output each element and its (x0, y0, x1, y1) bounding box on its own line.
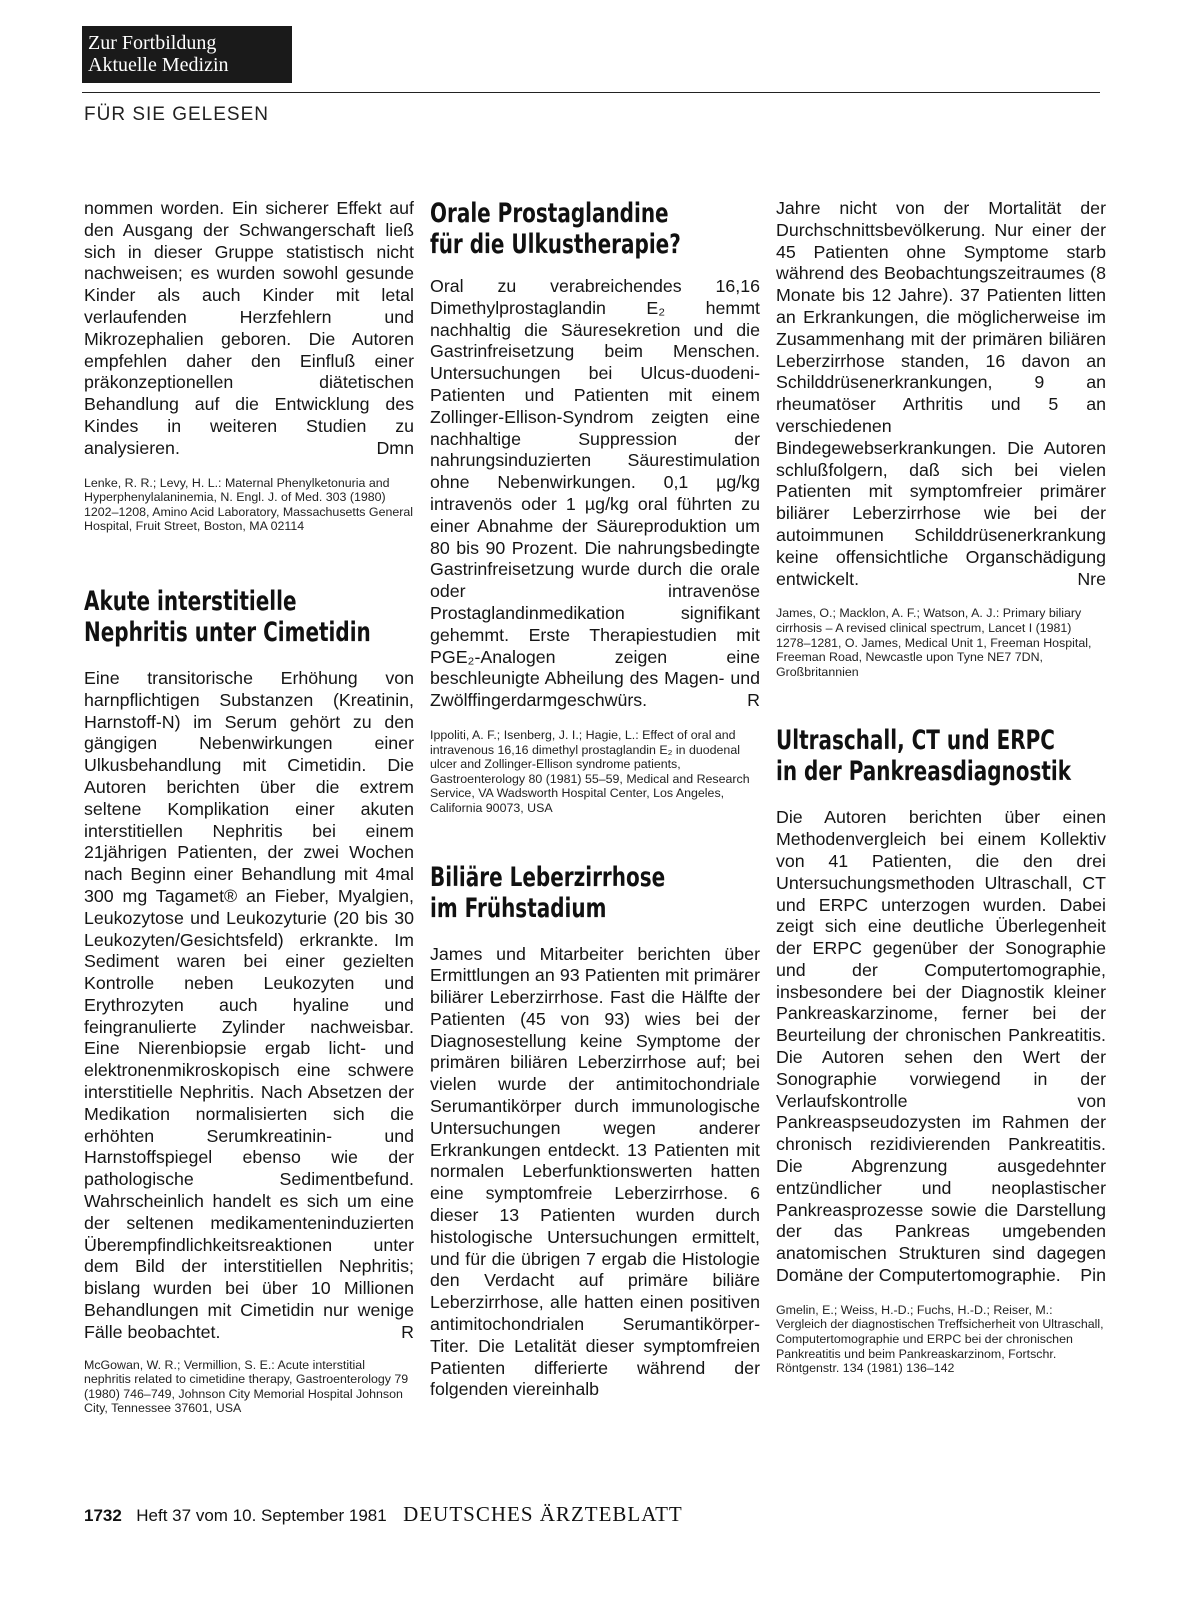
headline-prostaglandine (430, 198, 760, 264)
section-label-line2: Aktuelle Medizin (88, 54, 229, 76)
prostaglandine-text-block (430, 276, 760, 712)
headline-leberzirrhose (430, 862, 760, 928)
pankreas-text: Die Autoren berichten über einen Methodenvergleich bei einem Kollektiv von 41 Patienten, die den drei Untersuchungsmethoden Ultraschall, CT und ERPC unterzogen wurden. Dabei zeigt sich eine deutliche Überlegenheit der ERPC gegenüber der Sonographie und der Computertomographie, insbesondere bei der Diagnostik kleiner Pankreaskarzinome, ferner bei der Beurteilung der chronischen Pankreatitis. Die Autoren sehen den Wert der Sonographie vorwiegend in der Verlaufskontrolle von Pankreaspseudozysten im Rahmen der chronisch rezidivierenden Pankreatitis. Die Abgrenzung ausgedehnter entzündlicher und neoplastischer Pankreasprozesse sowie die Darstellung der das Pankreas umgebenden anatomischen Strukturen sind dagegen Domäne der Computertomographie. (776, 807, 1106, 1286)
intro-signoff: Dmn (376, 437, 414, 458)
page-number: 1732 (84, 1506, 122, 1525)
headline-leberzirrhose-line1: Biliäre Leberzirrhose (430, 861, 666, 893)
column-1 (84, 198, 414, 1416)
issue-info: Heft 37 vom 10. September 1981 (136, 1506, 387, 1525)
headline-nephritis-line1: Akute interstitielle (84, 585, 297, 617)
reference-gmelin: Gmelin, E.; Weiss, H.-D.; Fuchs, H.-D.; Reiser, M.: Vergleich der diagnostischen Treffsicherheit von Ultraschall, Computertomographie und ERPC bei der chronischen Pankreatitis und beim Pankreaskarzinom, Fortschr. Röntgenstr. 134 (1981) 136–142 (776, 1302, 1104, 1376)
headline-prostaglandine-line2: für die Ulkustherapie? (430, 229, 681, 260)
section-label-line1: Zur Fortbildung (88, 32, 217, 54)
headline-pankreas (776, 725, 1106, 791)
prostaglandine-text: Oral zu verabreichendes 16,16 Dimethylprostaglandin E₂ hemmt nachhaltig die Säuresekretion und die Gastrinfreisetzung beim Menschen. Untersuchungen bei Ulcus-duodeni-Patienten und Patienten mit einem Zollinger-Ellison-Syndrom zeigten eine nachhaltige Suppression der nahrungsinduzierten Säurestimulation ohne Nebenwirkungen. 0,1 µg/kg intravenös oder 1 µg/kg oral führten zu einer Abnahme der Säureproduktion um 80 bis 90 Prozent. Die nahrungsbedingte Gastrinfreisetzung wurde durch die orale oder intravenöse Prostaglandinmedikation signifikant gehemmt. Erste Therapiestudien mit PGE₂-Analogen zeigen eine beschleunigte Abheilung des Magen- und Zwölffingerdarmgeschwürs. (430, 276, 760, 711)
intro-text: nommen worden. Ein sicherer Effekt auf den Ausgang der Schwangerschaft ließ sich in dieser Gruppe statistisch nicht nachweisen; es wurden sowohl gesunde Kinder als auch Kinder mit letal verlaufenden Herzfehlern und Mikrozephalien geboren. Die Autoren empfehlen daher den Einfluß einer präkonzeptionellen diätetischen Behandlung auf die Entwicklung des Kindes in weiteren Studien zu analysieren. (84, 198, 414, 458)
headline-leberzirrhose-line2: im Frühstadium (430, 892, 607, 924)
leberzirrhose-signoff: Nre (1077, 568, 1106, 589)
nephritis-signoff: R (401, 1321, 414, 1342)
intro-text-block (84, 198, 414, 460)
page-footer (84, 1502, 683, 1527)
column-2 (430, 198, 760, 1401)
nephritis-text: Eine transitorische Erhöhung von harnpflichtigen Substanzen (Kreatinin, Harnstoff-N) im Serum gehört zu den gängigen Nebenwirkungen einer Ulkusbehandlung mit Cimetidin. Die Autoren berichten über die extrem seltene Komplikation einer akuten interstitiellen Nephritis bei einem 21jährigen Patienten, der zwei Wochen nach Beginn einer Behandlung mit 4mal 300 mg Tagamet® an Fieber, Myalgien, Leukozytose und Leukozyturie (20 bis 30 Leukozyten/Gesichtsfeld) erkrankte. Im Sediment waren bei einer gezielten Kontrolle neben Leukozyten und Erythrozyten auch hyaline und feingranulierte Zylinder nachweisbar. Eine Nierenbiopsie ergab licht- und elektronenmikroskopisch eine schwere interstitielle Nephritis. Nach Absetzen der Medikation normalisierten sich die erhöhten Serumkreatinin- und Harnstoffspiegel ebenso wie der pathologische Sedimentbefund. Wahrscheinlich handelt es sich um eine der seltenen medikamenteninduzierten Überempfindlichkeitsreaktionen unter dem Bild der interstitiellen Nephritis; bislang wurden bei über 10 Millionen Behandlungen mit Cimetidin nur wenige Fälle beobachtet. (84, 667, 414, 1342)
leberzirrhose-text: James und Mitarbeiter berichten über Ermittlungen an 93 Patienten mit primärer biliärer Leberzirrhose. Fast die Hälfte der Patienten (45 von 93) wies bei der Diagnosestellung keine Symptome der primären biliären Leberzirrhose auf; bei vielen wurde der antimitochondriale Serumantikörper durch immunologische Untersuchungen wegen anderer Erkrankungen entdeckt. 13 Patienten mit normalen Leberfunktionswerten hatten eine symptomfreie Leberzirrhose. 6 dieser 13 Patienten wurden durch histologische Untersuchungen ermittelt, und für die übrigen 7 ergab die Histologie den Verdacht auf primäre biliäre Leberzirrhose, alle hatten einen positiven antimitochondrialen Serumantikörper-Titer. Die Letalität dieser symptomfreien Patienten differierte während der folgenden viereinhalb (430, 943, 760, 1400)
reference-lenke: Lenke, R. R.; Levy, H. L.: Maternal Phenylketonuria and Hyperphenylalaninemia, N. Engl. J. of Med. 303 (1980) 1202–1208, Amino Acid Laboratory, Massachusetts General Hospital, Fruit Street, Boston, MA 02114 (84, 475, 414, 534)
rubric-title: FÜR SIE GELESEN (84, 104, 269, 125)
headline-prostaglandine-line1: Orale Prostaglandine (430, 198, 669, 229)
headline-nephritis (84, 586, 414, 652)
section-label-box (82, 26, 292, 83)
leberzirrhose-continuation-block (776, 198, 1106, 590)
journal-name: DEUTSCHES ÄRZTEBLATT (403, 1502, 683, 1526)
pankreas-text-block (776, 807, 1106, 1287)
column-3 (776, 198, 1106, 1376)
header-rule (82, 92, 1100, 93)
reference-ippoliti: Ippoliti, A. F.; Isenberg, J. I.; Hagie, L.: Effect of oral and intravenous 16,16 dimethyl prostaglandin E₂ in duodenal ulcer and Zollinger-Ellison syndrome patients, Gastroenterology 80 (1981) 55–59, Medical and Research Service, VA Wadsworth Hospital Center, Los Angeles, California 90073, USA (430, 727, 750, 815)
leberzirrhose-continuation-text: Jahre nicht von der Mortalität der Durchschnittsbevölkerung. Nur einer der 45 Patienten ohne Symptome starb während des Beobachtungszeitraumes (8 Monate bis 12 Jahre). 37 Patienten litten an Erkrankungen, die möglicherweise im Zusammenhang mit der primären biliären Leberzirrhose standen, 16 davon an Schilddrüsenerkrankungen, 9 an rheumatöser Arthritis und 5 an verschiedenen Bindegewebserkrankungen. Die Autoren schlußfolgern, daß sich bei vielen Patienten mit symptomfreier primärer biliärer Leberzirrhose wie bei der autoimmunen Schilddrüsenerkrankung keine offensichtliche Organschädigung entwickelt. (776, 198, 1106, 589)
pankreas-signoff: Pin (1080, 1265, 1106, 1286)
reference-mcgowan: McGowan, W. R.; Vermillion, S. E.: Acute interstitial nephritis related to cimetidine therapy, Gastroenterology 79 (1980) 746–749, Johnson City Memorial Hospital Johnson City, Tennessee 37601, USA (84, 1357, 409, 1416)
prostaglandine-signoff: R (747, 690, 760, 711)
headline-pankreas-line2: in der Pankreasdiagnostik (776, 756, 1072, 788)
nephritis-text-block (84, 668, 414, 1344)
reference-james: James, O.; Macklon, A. F.; Watson, A. J.: Primary biliary cirrhosis – A revised clinical spectrum, Lancet I (1981) 1278–1281, O. James, Medical Unit 1, Freeman Hospital, Freeman Road, Newcastle upon Tyne NE7 7DN, Großbritannien (776, 606, 1092, 679)
headline-nephritis-line2: Nephritis unter Cimetidin (84, 616, 371, 648)
headline-pankreas-line1: Ultraschall, CT und ERPC (776, 725, 1055, 757)
